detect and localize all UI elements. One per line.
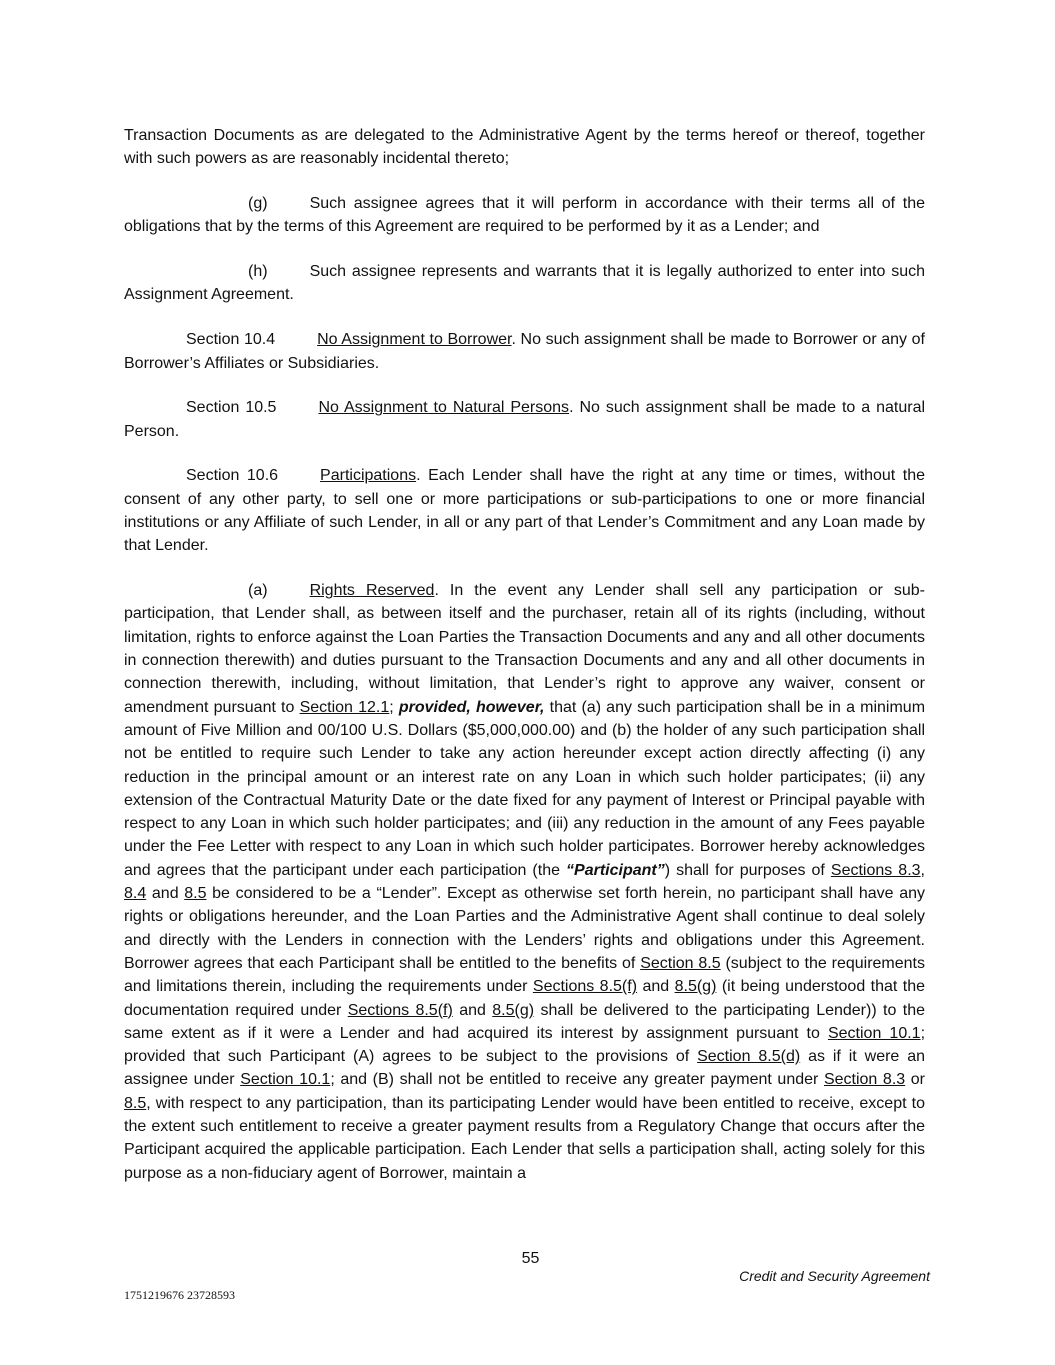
clause-a-rights-reserved <box>124 579 925 1185</box>
clause-text: , with respect to any participation, than its participating Lender would have been entitled to receive, except to the extent such entitlement to receive a greater payment results from a Regulatory Change that occurs after the Participant acquired the applicable participation. Each Lender that sells a participation shall, acting solely for this purpose as a non-fiduciary agent of Borrower, maintain a <box>124 1094 925 1182</box>
cross-reference-8-5g: 8.5(g) <box>674 978 717 996</box>
cross-reference-sections-8-5f: Sections 8.5(f) <box>347 1001 453 1019</box>
clause-text: ; <box>389 698 399 716</box>
footer-document-id: 1751219676 23728593 <box>124 1288 235 1302</box>
clause-text: ; and (B) shall not be entitled to receive any greater payment under <box>330 1071 824 1089</box>
section-heading: No Assignment to Borrower <box>317 331 512 349</box>
clause-text: Such assignee agrees that it will perform in accordance with their terms all of the obligations that by the terms of this Agreement are required to be performed by it as a Lender; and <box>124 195 925 236</box>
clause-h <box>124 260 925 307</box>
section-number: Section 10.4 <box>186 331 276 349</box>
cross-reference-8-4: 8.4 <box>124 885 147 903</box>
clause-text: that (a) any such participation shall be in a minimum amount of Five Million and 00/100 U.S. Dollars ($5,000,000.00) and (b) the holder of any such participation shall not be entitled to require such Lender to take any action hereunder except action directly affecting (i) any reduction in the principal amount or an interest rate on any Loan in which such holder participates; (ii) any extension of the Contractual Maturity Date or the date fixed for any payment of Interest or Principal payable with respect to any Loan in which such holder participates; and (iii) any reduction in the amount of any Fees payable under the Fee Letter with respect to any Loan in which such holder participates. Borrower hereby acknowledges and agrees that the participant under each participation (the <box>124 698 926 879</box>
paragraph-continuation <box>124 124 925 171</box>
clause-text: ; provided that such Participant (A) agrees to be subject to the provisions of <box>124 1024 926 1066</box>
cross-reference-8-5: 8.5 <box>124 1094 147 1112</box>
clause-text: as if it were an assignee under <box>124 1048 926 1089</box>
footer-document-title: Credit and Security Agreement <box>739 1268 930 1284</box>
clause-text: Such assignee represents and warrants that it is legally authorized to enter into such Assignment Agreement. <box>124 263 925 304</box>
cross-reference-8-5: 8.5 <box>184 885 207 903</box>
section-10-5 <box>124 396 925 443</box>
clause-label: (h) <box>248 263 268 281</box>
cross-reference-section-8-5d: Section 8.5(d) <box>697 1048 801 1066</box>
section-heading: Participations <box>320 467 417 485</box>
clause-text: (it being understood that the documentation required under <box>124 978 925 1019</box>
clause-text: and <box>452 1001 493 1019</box>
cross-reference-section-10-1: Section 10.1 <box>827 1024 921 1042</box>
clause-label: (g) <box>248 195 268 213</box>
clause-text: be considered to be a “Lender”. Except as otherwise set forth herein, no participant shall have any rights or obligations hereunder, and the Loan Parties and the Administrative Agent shall continue to deal solely and directly with the Lenders in connection with the Lenders’ rights and obligations under this Agreement. Borrower agrees that each Participant shall be entitled to the benefits of <box>124 885 925 972</box>
cross-reference-sections-8-3: Sections 8.3 <box>830 861 921 879</box>
section-text: . No such assignment shall be made to Borrower or any of Borrower’s Affiliates or Subsidiaries. <box>124 331 926 372</box>
clause-text: (subject to the requirements and limitations therein, including the requirements under <box>124 954 925 996</box>
defined-term-participant: “Participant” <box>566 861 665 879</box>
section-text: . Each Lender shall have the right at any time or times, without the consent of any other party, to sell one or more participations or sub-participations to one or more financial institutions or any Affiliate of such Lender, in all or any part of that Lender’s Commitment and any Loan made by that Lender. <box>124 467 925 555</box>
section-10-6 <box>124 464 925 557</box>
cross-reference-section-8-5: Section 8.5 <box>640 954 721 972</box>
paragraph-text: Transaction Documents as are delegated to the Administrative Agent by the terms hereof or thereof, together with such powers as are reasonably incidental thereto; <box>124 127 925 168</box>
clause-label: (a) <box>248 582 268 600</box>
provided-however-term: provided, however, <box>398 698 545 716</box>
cross-reference-section-8-3: Section 8.3 <box>823 1071 906 1089</box>
clause-heading: Rights Reserved <box>309 582 435 600</box>
cross-reference-section-10-1: Section 10.1 <box>240 1071 331 1089</box>
clause-text: shall be delivered to the participating Lender)) to the same extent as if it were a Lender and had acquired its interest by assignment pursuant to <box>124 1001 926 1042</box>
clause-text: , <box>920 861 925 879</box>
clause-text: . In the event any Lender shall sell any participation or sub-participation, that Lender shall, as between itself and the purchaser, retain all of its rights (including, without limitation, rights to enforce against the Loan Parties the Transaction Documents and any and all other documents in connection therewith) and duties pursuant to the Transaction Documents and any and all other documents in connection therewith, including, without limitation, that Lender’s right to approve any waiver, consent or amendment pursuant to <box>124 582 925 716</box>
section-10-4 <box>124 328 925 375</box>
clause-g <box>124 192 925 239</box>
clause-text: or <box>905 1071 926 1089</box>
section-text: . No such assignment shall be made to a natural Person. <box>124 399 926 440</box>
cross-reference-8-5g: 8.5(g) <box>492 1001 535 1019</box>
document-body <box>124 124 925 1206</box>
cross-reference-section-12-1: Section 12.1 <box>299 698 390 716</box>
clause-text: and <box>146 885 185 903</box>
section-number: Section 10.6 <box>186 467 279 485</box>
section-number: Section 10.5 <box>186 399 277 417</box>
clause-text: ) shall for purposes of <box>664 861 831 879</box>
page-number: 55 <box>521 1250 540 1267</box>
cross-reference-sections-8-5f: Sections 8.5(f) <box>532 978 638 996</box>
clause-text: and <box>637 978 675 996</box>
section-heading: No Assignment to Natural Persons <box>318 399 570 417</box>
